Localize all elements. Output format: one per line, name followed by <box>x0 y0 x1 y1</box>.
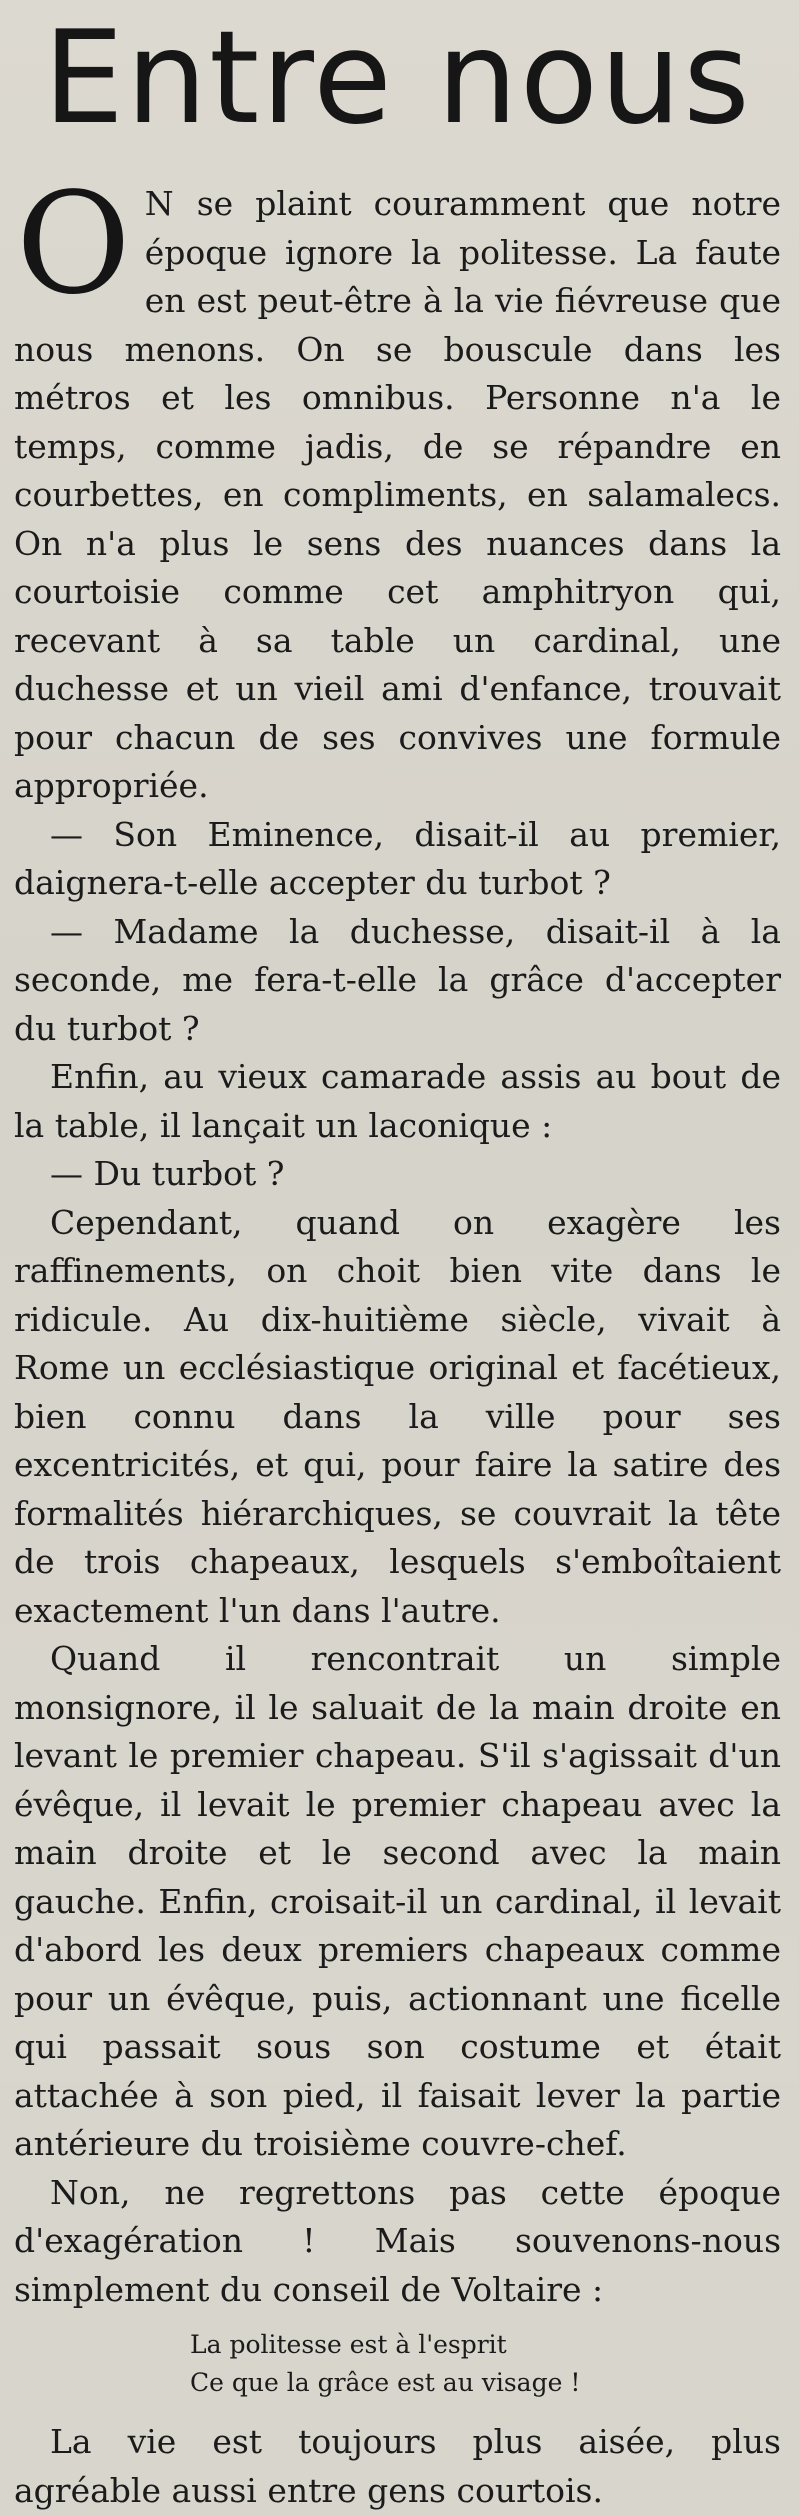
paragraph-3: — Madame la duchesse, disait-il à la seconde, me fera-t-elle la grâce d'accepter du turbot ? <box>14 911 781 1048</box>
article-body <box>14 163 781 2515</box>
article-title: Entre nous <box>43 4 752 153</box>
paragraph-1-text: se plaint couramment que notre époque ignore la politesse. La faute en est peut-être à la vie fiévreuse que nous menons. On se bouscule dans les métros et les omnibus. Personne n'a le temps, comme jadis, de se répandre en courbettes, en compliments, en salamalecs. On n'a plus le sens des nuances dans la courtoisie comme cet amphitryon qui, recevant à sa table un cardinal, une duchesse et un vieil ami d'enfance, trouvait pour chacun de ses convives une formule appropriée. <box>14 184 781 805</box>
paragraph-1-lead: N <box>144 184 175 223</box>
paragraph-1 <box>14 163 781 811</box>
quote-line-2: Ce que la grâce est au visage ! <box>190 2368 581 2397</box>
drop-cap: O <box>16 163 131 326</box>
paragraph-4: Enfin, au vieux camarade assis au bout de la table, il lançait un laconique : <box>14 1057 781 1145</box>
paragraph-6: Cependant, quand on exagère les raffinements, on choit bien vite dans le ridicule. Au dix-huitième siècle, vivait à Rome un ecclésiastique original et facétieux, bien connu dans la ville pour ses excentricités, et qui, pour faire la satire des formalités hiérarchiques, se couvrait la tête de trois chapeaux, lesquels s'emboîtaient exactement l'un dans l'autre. <box>14 1202 781 1630</box>
paragraph-7: Quand il rencontrait un simple monsignore, il le saluait de la main droite en levant le premier chapeau. S'il s'agissait d'un évêque, il levait le premier chapeau avec la main droite et le second avec la main gauche. Enfin, croisait-il un cardinal, il levait d'abord les deux premiers chapeaux comme pour un évêque, puis, actionnant une ficelle qui passait sous son costume et était attachée à son pied, il faisait lever la partie antérieure du troisième couvre-chef. <box>14 1639 781 2163</box>
paragraph-8: Non, ne regrettons pas cette époque d'exagération ! Mais souvenons-nous simplement du conseil de Voltaire : <box>14 2172 781 2309</box>
paragraph-5: — Du turbot ? <box>50 1154 285 1193</box>
closing-paragraph: La vie est toujours plus aisée, plus agréable aussi entre gens courtois. <box>14 2422 781 2510</box>
paragraph-2: — Son Eminence, disait-il au premier, daignera-t-elle accepter du turbot ? <box>14 814 781 902</box>
quote-line-1: La politesse est à l'esprit <box>190 2330 507 2359</box>
voltaire-quote <box>14 2326 781 2402</box>
